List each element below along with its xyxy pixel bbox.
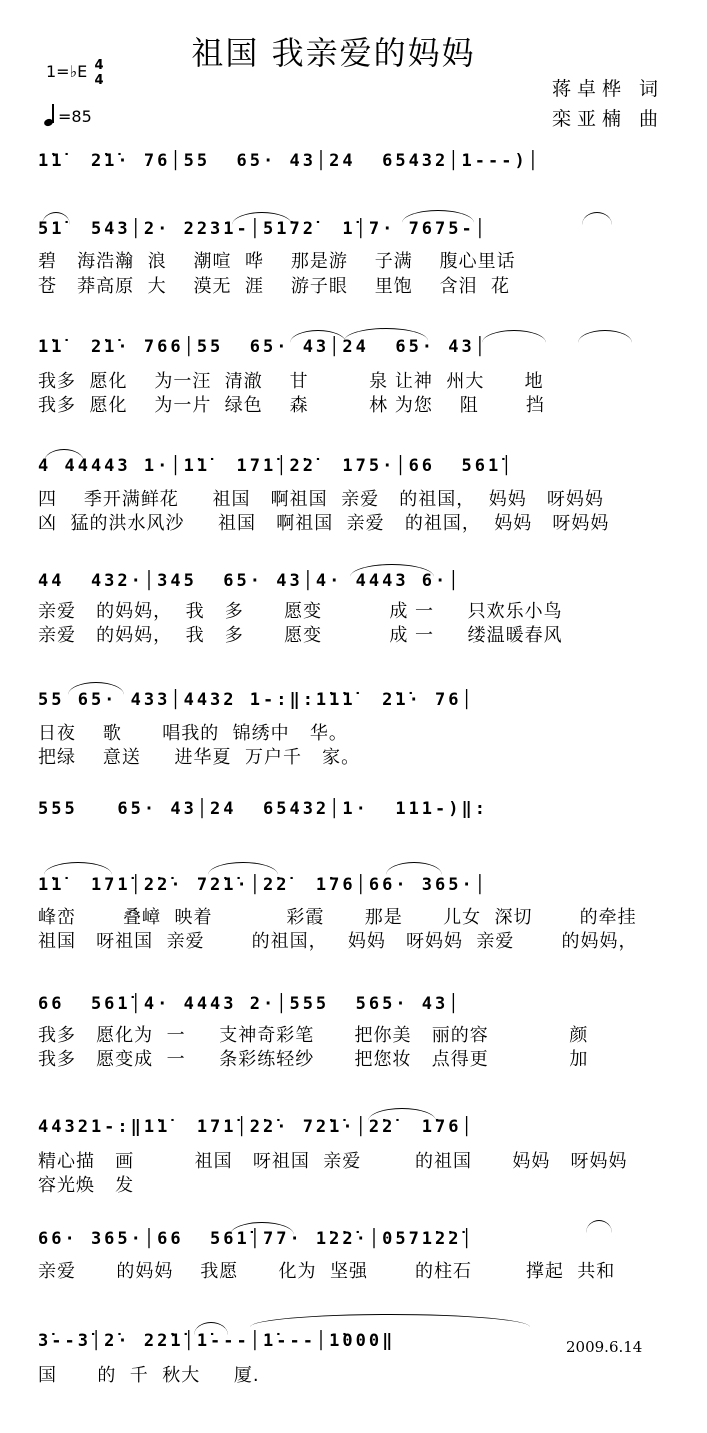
lyric-verse-1: 四 季开满鲜花 祖国 啊祖国 亲爱 的祖国， 妈妈 呀妈妈 <box>38 489 604 510</box>
slur <box>250 1314 530 1327</box>
slur <box>194 1322 228 1335</box>
notation-line-2: 51̇ 543│2· 2231-│51̇72̇ 1̇│7· 7675-│ <box>38 219 488 239</box>
song-title: 祖国 我亲爱的妈妈 <box>191 34 476 72</box>
slur <box>42 212 70 225</box>
slur <box>578 330 632 343</box>
slur <box>44 862 112 875</box>
slur <box>386 862 442 875</box>
lyric-verse-2: 容光焕 发 <box>38 1175 135 1196</box>
lyric-verse-2: 苍 莽高原 大 漠无 涯 游子眼 里饱 含泪 花 <box>38 276 511 297</box>
lyric-verse-1: 碧 海浩瀚 浪 潮喧 哗 那是游 子满 腹心里话 <box>38 251 516 272</box>
slur <box>586 1220 612 1233</box>
time-signature-bottom: 4 <box>94 73 104 88</box>
lyric-verse-2: 亲爱 的妈妈， 我 多 愿变 成 一 缕温暖春风 <box>38 625 563 646</box>
tempo-value: =85 <box>58 107 92 126</box>
lyric-verse-1: 亲爱 的妈妈， 我 多 愿变 成 一 只欢乐小鸟 <box>38 601 563 622</box>
lyric-verse-1: 我多 愿化 为一汪 清澈 甘 泉 让神 州大 地 <box>38 371 544 392</box>
slur <box>208 862 278 875</box>
notation-line-10: 44321-:‖1̇1̇ 171̇│2̇2̇· 72̇1̇·│2̇2̇ 1̇76│ <box>38 1117 475 1137</box>
lyric-verse-2: 祖国 呀祖国 亲爱 的祖国， 妈妈 呀妈妈 亲爱 的妈妈， <box>38 931 638 952</box>
lyric-verse-2: 把绿 意送 进华夏 万户千 家。 <box>38 747 361 768</box>
lyric-verse-2: 我多 愿变成 一 条彩练轻纱 把您妆 点得更 加 <box>38 1049 589 1070</box>
time-signature <box>92 58 106 88</box>
slur <box>482 330 546 343</box>
slur <box>344 328 428 341</box>
slur <box>582 212 612 225</box>
slur <box>402 210 474 223</box>
notation-line-1: 1̇1̇ 2̇1̇· 76│55 65· 43│24 65432│1---)│ <box>38 151 541 171</box>
lyric-verse-1: 峰峦 叠嶂 映着 彩霞 那是 儿女 深切 的牵挂 <box>38 907 637 928</box>
lyric-verse-1: 精心描 画 祖国 呀祖国 亲爱 的祖国 妈妈 呀妈妈 <box>38 1151 628 1172</box>
lyric-verse-1: 国 的 千 秋大 厦. <box>38 1365 260 1386</box>
slur <box>232 212 292 225</box>
composer-credit: 栾亚楠 曲 <box>552 108 665 130</box>
notation-line-7: 555 65· 43│24 65432│1· 111-)‖: <box>38 799 488 819</box>
notation-line-6: 55 65· 433│4432 1-:‖:1̇1̇1̇ 2̇1̇· 76│ <box>38 690 475 710</box>
lyric-verse-2: 我多 愿化 为一片 绿色 森 林 为您 阻 挡 <box>38 395 545 416</box>
notation-line-4: 4 44443 1·│1̇1̇ 171̇│2̇2̇ 175·│66 561̇│ <box>38 456 515 476</box>
composition-date: 2009.6.14 <box>566 1338 643 1356</box>
time-signature-top: 4 <box>94 58 104 73</box>
slur <box>230 1222 294 1235</box>
slur <box>368 1108 436 1121</box>
quarter-note-icon <box>44 104 56 126</box>
tempo-marking <box>44 104 92 126</box>
notation-line-3: 1̇1̇ 2̇1̇· 766│55 65· 43│24 65· 43│ <box>38 337 488 357</box>
notation-line-11: 66· 365·│66 561̇│77· 1̇2̇2̇·│0571̇2̇2̇│ <box>38 1229 475 1249</box>
lyric-verse-1: 亲爱 的妈妈 我愿 化为 坚强 的柱石 撑起 共和 <box>38 1261 616 1282</box>
lyricist-credit: 蒋卓桦 词 <box>552 78 665 100</box>
slur <box>68 682 124 695</box>
notation-line-9: 66 561̇│4· 4443 2·│555 565· 43│ <box>38 994 462 1014</box>
notation-line-12: 3̇--3̇│2̇· 22̇1̇│1̇---│1̇---│1̇000‖ <box>38 1331 396 1351</box>
key-signature: 1=♭E <box>46 62 88 81</box>
slur <box>44 449 84 462</box>
notation-line-8: 1̇1̇ 171̇│2̇2̇· 72̇1̇·│2̇2̇ 1̇76│66· 365·│ <box>38 875 488 895</box>
notation-line-5: 44 432·│345 65· 43│4· 4443 6·│ <box>38 571 462 591</box>
lyric-verse-1: 日夜 歌 唱我的 锦绣中 华。 <box>38 723 348 744</box>
lyric-verse-2: 凶 猛的洪水风沙 祖国 啊祖国 亲爱 的祖国， 妈妈 呀妈妈 <box>38 513 610 534</box>
lyric-verse-1: 我多 愿化为 一 支神奇彩笔 把你美 丽的容 颜 <box>38 1025 589 1046</box>
slur <box>290 330 346 343</box>
slur <box>350 564 434 577</box>
